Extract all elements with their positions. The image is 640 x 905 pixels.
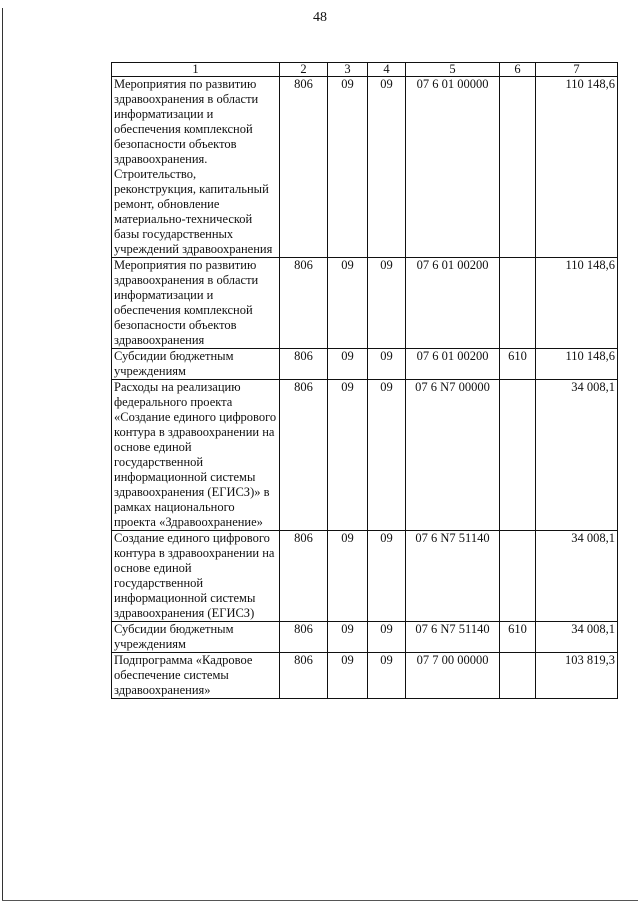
row-name: Субсидии бюджетным учреждениям: [112, 349, 280, 380]
header-col-3: 3: [328, 63, 368, 77]
row-ministry-code: 806: [280, 349, 328, 380]
row-target-code: 07 6 N7 51140: [406, 622, 500, 653]
row-ministry-code: 806: [280, 531, 328, 622]
row-subsection-code: 09: [368, 380, 406, 531]
row-ministry-code: 806: [280, 622, 328, 653]
row-ministry-code: 806: [280, 258, 328, 349]
row-name: Создание единого цифрового контура в здравоохранении на основе единой государственной информационной системы здравоохранения (ЕГИСЗ): [112, 531, 280, 622]
row-target-code: 07 7 00 00000: [406, 653, 500, 699]
row-expense-type: [500, 653, 536, 699]
row-section-code: 09: [328, 77, 368, 258]
row-amount: 34 008,1: [536, 622, 618, 653]
row-amount: 34 008,1: [536, 380, 618, 531]
row-amount: 103 819,3: [536, 653, 618, 699]
row-target-code: 07 6 01 00200: [406, 258, 500, 349]
table-row: [112, 531, 618, 622]
row-section-code: 09: [328, 258, 368, 349]
row-target-code: 07 6 N7 51140: [406, 531, 500, 622]
table-row: [112, 653, 618, 699]
row-subsection-code: 09: [368, 77, 406, 258]
row-amount: 110 148,6: [536, 77, 618, 258]
budget-table: [111, 62, 618, 699]
row-name: Подпрограмма «Кадровое обеспечение системы здравоохранения»: [112, 653, 280, 699]
row-amount: 110 148,6: [536, 258, 618, 349]
header-col-7: 7: [536, 63, 618, 77]
header-col-6: 6: [500, 63, 536, 77]
row-name: Расходы на реализацию федерального проекта «Создание единого цифрового контура в здравоохранении на основе единой государственной информационной системы здравоохранения (ЕГИСЗ)» в рамках национального проекта «Здравоохранение»: [112, 380, 280, 531]
page-left-border: [2, 8, 3, 901]
row-section-code: 09: [328, 349, 368, 380]
row-amount: 110 148,6: [536, 349, 618, 380]
row-expense-type: [500, 77, 536, 258]
header-col-5: 5: [406, 63, 500, 77]
header-col-1: 1: [112, 63, 280, 77]
row-subsection-code: 09: [368, 622, 406, 653]
row-section-code: 09: [328, 380, 368, 531]
row-expense-type: [500, 531, 536, 622]
table-row: [112, 77, 618, 258]
page-bottom-border: [2, 900, 638, 901]
header-col-2: 2: [280, 63, 328, 77]
row-section-code: 09: [328, 622, 368, 653]
row-target-code: 07 6 01 00000: [406, 77, 500, 258]
row-ministry-code: 806: [280, 77, 328, 258]
row-expense-type: 610: [500, 622, 536, 653]
row-ministry-code: 806: [280, 380, 328, 531]
table-row: [112, 349, 618, 380]
row-name: Субсидии бюджетным учреждениям: [112, 622, 280, 653]
row-target-code: 07 6 N7 00000: [406, 380, 500, 531]
row-subsection-code: 09: [368, 258, 406, 349]
table-row: [112, 258, 618, 349]
row-ministry-code: 806: [280, 653, 328, 699]
row-subsection-code: 09: [368, 531, 406, 622]
row-amount: 34 008,1: [536, 531, 618, 622]
row-section-code: 09: [328, 531, 368, 622]
row-name: Мероприятия по развитию здравоохранения в области информатизации и обеспечения комплексной безопасности объектов здравоохранения. Строительство, реконструкция, капитальный ремонт, обновление материально-технической базы государственных учреждений здравоохранения: [112, 77, 280, 258]
table-header-row: [112, 63, 618, 77]
page-number: 48: [313, 10, 327, 25]
table-row: [112, 622, 618, 653]
row-subsection-code: 09: [368, 349, 406, 380]
row-name: Мероприятия по развитию здравоохранения в области информатизации и обеспечения комплексной безопасности объектов здравоохранения: [112, 258, 280, 349]
row-expense-type: [500, 380, 536, 531]
row-section-code: 09: [328, 653, 368, 699]
row-target-code: 07 6 01 00200: [406, 349, 500, 380]
row-expense-type: 610: [500, 349, 536, 380]
header-col-4: 4: [368, 63, 406, 77]
table-row: [112, 380, 618, 531]
row-expense-type: [500, 258, 536, 349]
row-subsection-code: 09: [368, 653, 406, 699]
